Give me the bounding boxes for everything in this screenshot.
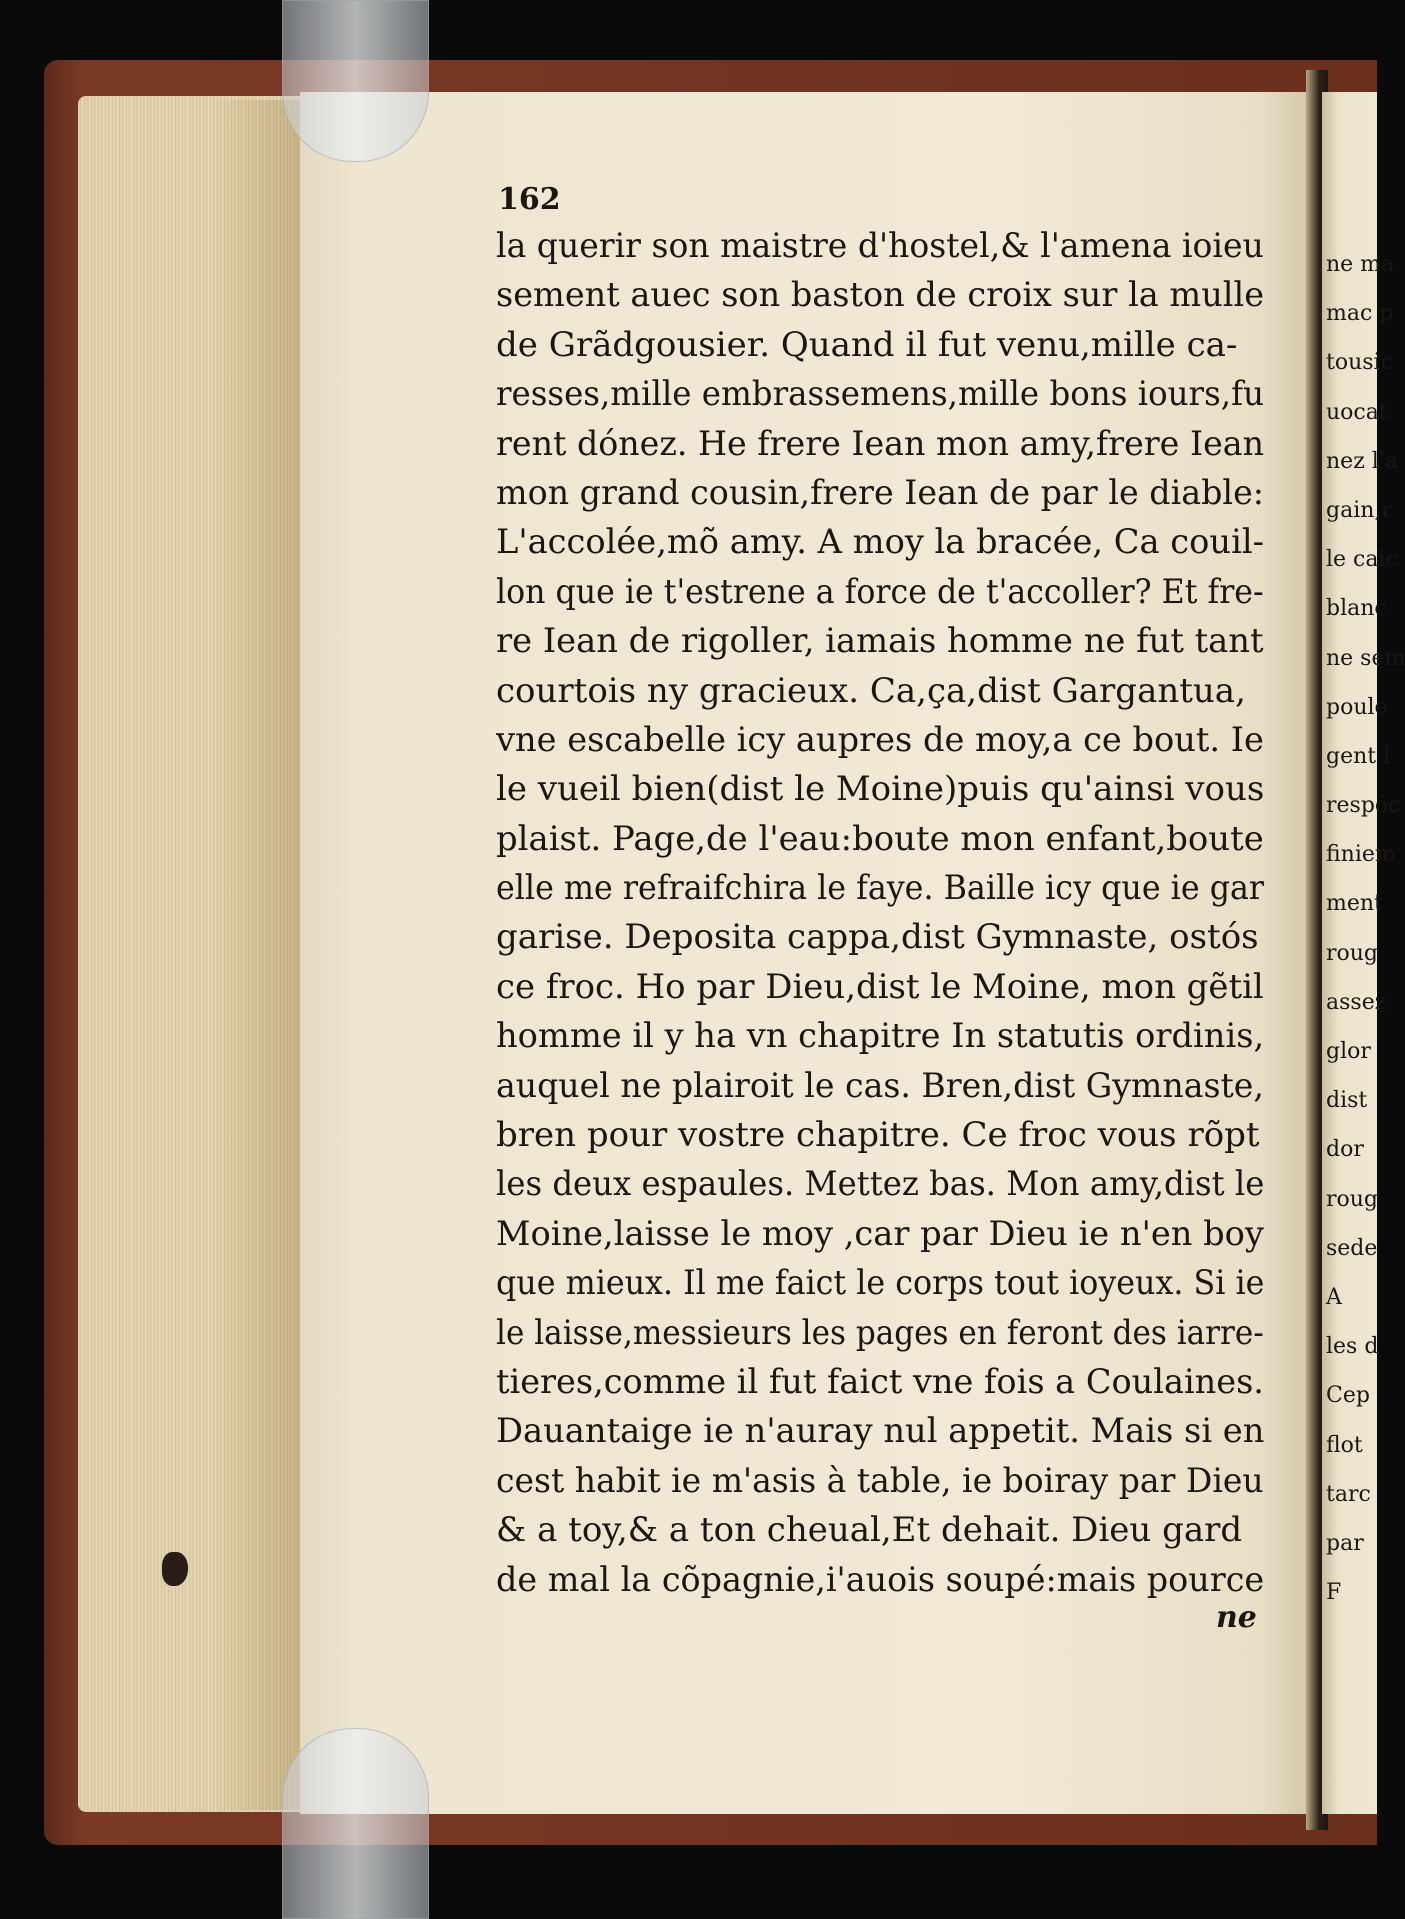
recto-text-fragment: finiem: [1326, 842, 1396, 868]
recto-text-fragment: les d: [1326, 1334, 1379, 1360]
text-line: le laisse,messieurs les pages en feront des iarre-: [496, 1312, 1264, 1353]
recto-page-text-fragments: [1326, 240, 1405, 1617]
catchword: ne: [1216, 1600, 1257, 1635]
text-line: la querir son maistre d'hostel,& l'amena ioieu: [496, 226, 1264, 266]
recto-text-fragment: sede: [1326, 1235, 1378, 1261]
text-line: le vueil bien(dist le Moine)puis qu'ainsi vous: [496, 769, 1265, 810]
text-line: lon que ie t'estrene a force de t'accoller? Et fre-: [496, 571, 1264, 612]
page-clip-top: [282, 0, 429, 162]
text-line: Moine,laisse le moy ,car par Dieu ie n'en boy: [496, 1213, 1264, 1254]
recto-text-fragment: tousic: [1326, 350, 1393, 376]
text-line: sement auec son baston de croix sur la mulle: [496, 275, 1265, 316]
recto-text-fragment: ne ma: [1326, 252, 1395, 277]
recto-text-fragment: gain,r: [1326, 497, 1392, 523]
recto-text-fragment: roug: [1326, 1186, 1379, 1212]
text-line: tieres,comme il fut faict vne fois a Coulaines.: [496, 1361, 1264, 1402]
fore-edge-shadow: [210, 100, 305, 1810]
recto-text-fragment: glor: [1326, 1039, 1371, 1064]
recto-text-fragment: ne sem: [1326, 645, 1405, 671]
recto-text-fragment: par: [1326, 1530, 1364, 1556]
text-line: rent dónez. He frere Iean mon amy,frere Iean: [496, 423, 1265, 464]
text-line: ce froc. Ho par Dieu,dist le Moine, mon gẽtil: [496, 966, 1264, 1007]
recto-text-fragment: nez l'a: [1326, 448, 1398, 474]
text-line: de mal la cõpagnie,i'auois soupé:mais pource: [496, 1559, 1265, 1600]
text-line: plaist. Page,de l'eau:boute mon enfant,boute: [496, 818, 1264, 859]
text-line: resses,mille embrassemens,mille bons iours,fu: [496, 374, 1265, 415]
text-line: courtois ny gracieux. Ca,ça,dist Gargantua,: [496, 670, 1246, 711]
text-line: re Iean de rigoller, iamais homme ne fut tant: [496, 621, 1264, 662]
recto-text-fragment: assez: [1326, 989, 1387, 1015]
text-line: bren pour vostre chapitre. Ce froc vous rõpt: [496, 1115, 1260, 1156]
recto-text-fragment: mac p: [1326, 301, 1394, 327]
text-line: Dauantaige ie n'auray nul appetit. Mais si en: [496, 1411, 1265, 1452]
page-text-block: [496, 222, 1264, 1605]
recto-text-fragment: dor: [1326, 1137, 1364, 1163]
text-line: garise. Deposita cappa,dist Gymnaste, ostós: [496, 917, 1259, 958]
recto-text-fragment: F: [1326, 1580, 1342, 1606]
text-line: homme il y ha vn chapitre In statutis ordinis,: [496, 1016, 1265, 1057]
page-clip-bottom: [282, 1728, 429, 1919]
text-line: L'accolée,mõ amy. A moy la bracée, Ca couil-: [496, 522, 1264, 563]
recto-text-fragment: blanc: [1326, 596, 1387, 622]
text-line: de Grãdgousier. Quand il fut venu,mille ca-: [496, 324, 1238, 365]
recto-text-fragment: tarc: [1326, 1481, 1371, 1507]
recto-text-fragment: dist: [1326, 1088, 1368, 1114]
recto-text-fragment: Cep: [1326, 1383, 1370, 1409]
recto-text-fragment: flot: [1326, 1432, 1363, 1458]
text-line: elle me refraifchira le faye. Baille icy que ie gar: [496, 868, 1265, 909]
recto-text-fragment: uocat: [1326, 399, 1388, 425]
text-line: auquel ne plairoit le cas. Bren,dist Gymnaste,: [496, 1065, 1264, 1106]
page-number: 162: [498, 182, 561, 217]
text-line: & a toy,& a ton cheual,Et dehait. Dieu gard: [496, 1510, 1243, 1551]
recto-text-fragment: roug: [1326, 940, 1379, 966]
text-line: mon grand cousin,frere Iean de par le diable:: [496, 472, 1265, 513]
recto-text-fragment: gent l: [1326, 743, 1391, 769]
recto-text-fragment: ment: [1326, 891, 1383, 917]
recto-text-fragment: respóc: [1326, 793, 1401, 819]
text-line: cest habit ie m'asis à table, ie boiray par Dieu: [496, 1460, 1264, 1501]
recto-text-fragment: A: [1326, 1284, 1342, 1310]
text-line: vne escabelle icy aupres de moy,a ce bout. Ie: [496, 719, 1264, 760]
recto-text-fragment: le caic: [1326, 547, 1398, 573]
recto-text-fragment: poule: [1326, 694, 1388, 720]
text-line: que mieux. Il me faict le corps tout ioyeux. Si ie: [496, 1263, 1265, 1304]
text-line: les deux espaules. Mettez bas. Mon amy,dist le: [496, 1164, 1265, 1205]
ink-blot: [162, 1552, 188, 1586]
